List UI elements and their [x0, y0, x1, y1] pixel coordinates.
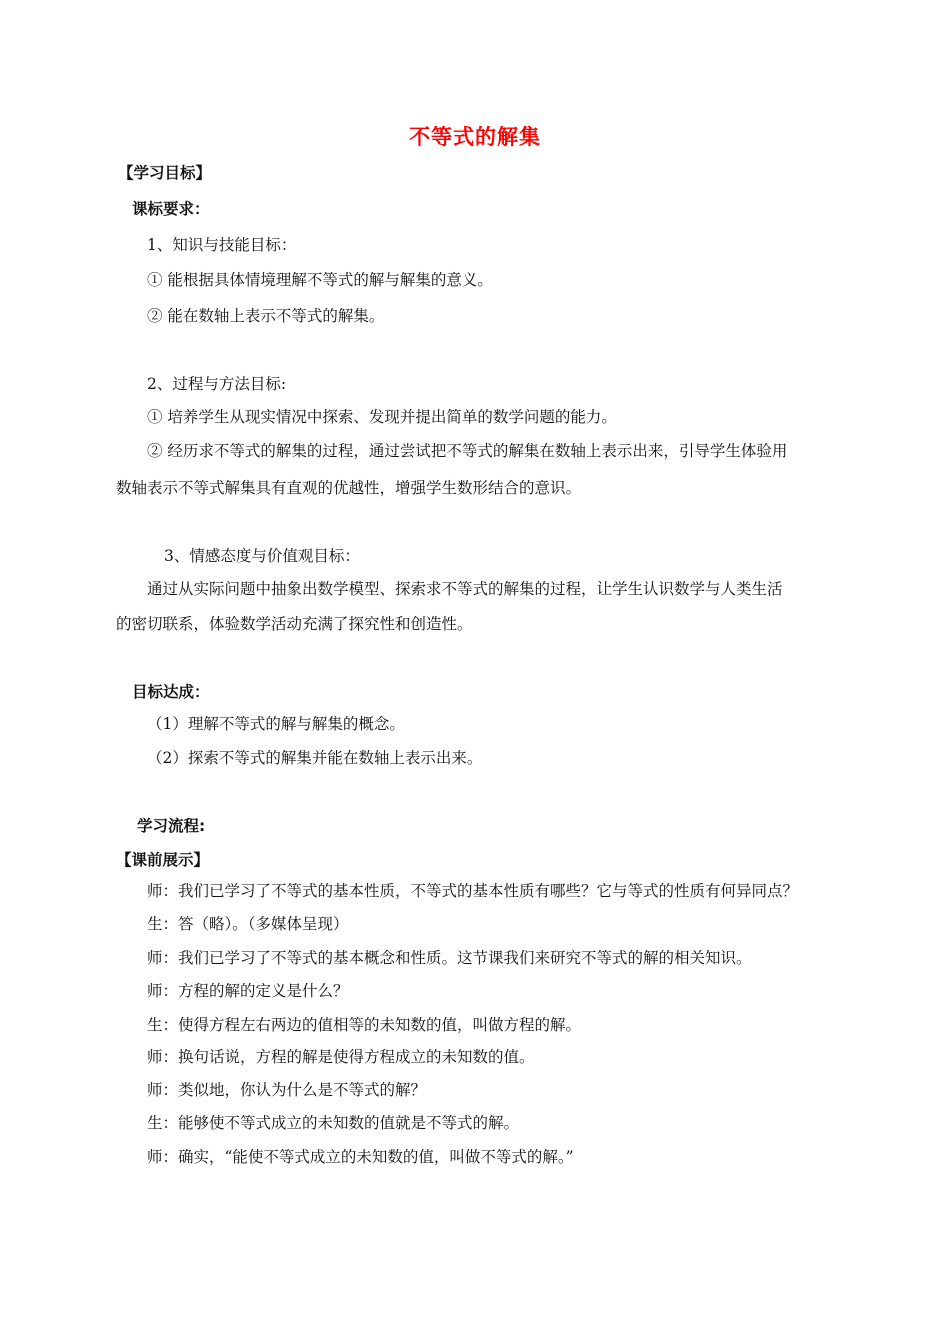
document-title: 不等式的解集: [409, 125, 541, 149]
dialogue-line: 师：方程的解的定义是什么？: [147, 982, 349, 1000]
dialogue-line: 师：换句话说，方程的解是使得方程成立的未知数的值。: [147, 1048, 535, 1066]
knowledge-skill-item-1: ① 能根据具体情境理解不等式的解与解集的意义。: [147, 271, 493, 289]
curriculum-requirements-heading: 课标要求：: [132, 200, 210, 218]
knowledge-skill-item-2: ② 能在数轴上表示不等式的解集。: [147, 307, 385, 325]
goal-achievement-item-1: （1）理解不等式的解与解集的概念。: [147, 715, 405, 733]
knowledge-skill-goal-heading: 1、知识与技能目标：: [147, 236, 297, 254]
goal-achievement-item-2: （2）探索不等式的解集并能在数轴上表示出来。: [147, 749, 483, 767]
process-method-item-1: ① 培养学生从现实情况中探索、发现并提出简单的数学问题的能力。: [147, 408, 617, 426]
dialogue-line: 师：类似地，你认为什么是不等式的解？: [147, 1081, 427, 1099]
dialogue-line: 生：使得方程左右两边的值相等的未知数的值，叫做方程的解。: [147, 1016, 582, 1034]
dialogue-line: 生：能够使不等式成立的未知数的值就是不等式的解。: [147, 1114, 520, 1132]
emotion-text-line-2: 的密切联系，体验数学活动充满了探究性和创造性。: [116, 615, 473, 633]
pre-class-heading: 【课前展示】: [116, 851, 210, 869]
process-method-item-2-line-2: 数轴表示不等式解集具有直观的优越性，增强学生数形结合的意识。: [116, 479, 582, 497]
emotion-text-line-1: 通过从实际问题中抽象出数学模型、探索求不等式的解集的过程，让学生认识数学与人类生活: [147, 580, 783, 598]
dialogue-line: 生：答（略）。（多媒体呈现）: [147, 915, 349, 933]
goal-achievement-heading: 目标达成：: [132, 683, 210, 701]
process-method-goal-heading: 2、过程与方法目标:: [147, 375, 287, 393]
learning-process-heading: 学习流程:: [137, 817, 206, 835]
process-method-item-2-line-1: ② 经历求不等式的解集的过程，通过尝试把不等式的解集在数轴上表示出来，引导学生体验用: [147, 442, 788, 460]
emotion-goal-heading: 3、情感态度与价值观目标：: [164, 547, 360, 565]
learning-goals-heading: 【学习目标】: [118, 164, 212, 182]
dialogue-line: 师：我们已学习了不等式的基本概念和性质。这节课我们来研究不等式的解的相关知识。: [147, 949, 752, 967]
dialogue-line: 师：确实，“能使不等式成立的未知数的值，叫做不等式的解。”: [147, 1148, 574, 1166]
dialogue-line: 师：我们已学习了不等式的基本性质，不等式的基本性质有哪些？它与等式的性质有何异同点？: [147, 882, 799, 900]
